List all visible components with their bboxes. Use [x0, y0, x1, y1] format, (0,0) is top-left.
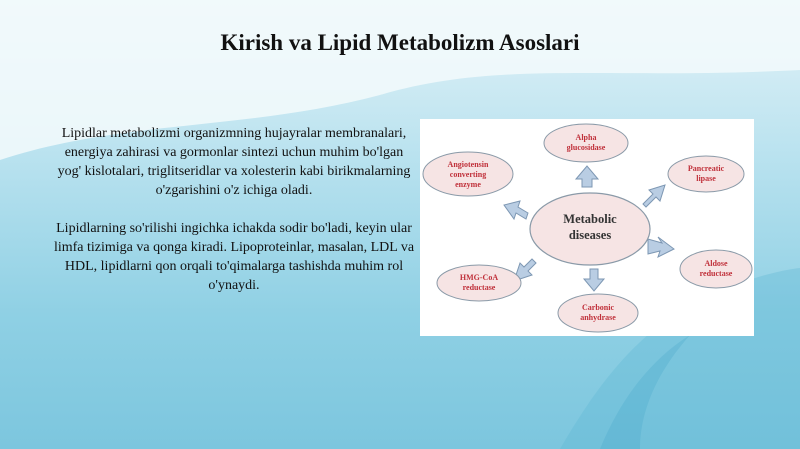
svg-text:anhydrase: anhydrase	[580, 313, 616, 322]
svg-text:reductase: reductase	[699, 269, 733, 278]
node-aldose-reductase	[680, 250, 752, 288]
center-label-line1: Metabolic	[563, 212, 617, 226]
arrow-up	[576, 166, 598, 187]
center-label-line2: diseases	[568, 228, 612, 242]
svg-text:Aldose: Aldose	[704, 259, 728, 268]
svg-text:Alpha: Alpha	[575, 133, 597, 142]
arrow-up-right	[643, 185, 665, 207]
svg-text:enzyme: enzyme	[455, 180, 481, 189]
metabolic-diseases-diagram	[420, 119, 754, 336]
paragraph-2: Lipidlarning so'rilishi ingichka ichakda sodir bo'ladi, keyin ular limfa tizimiga va qonga kiradi. Lipoproteinlar, masalan, LDL va HDL, lipidlarni qon orqali to'qimalarga tashishda muhim rol o'ynaydi.	[53, 221, 415, 293]
body-text	[52, 124, 416, 314]
svg-text:Carbonic: Carbonic	[582, 303, 614, 312]
arrow-right	[648, 237, 674, 257]
svg-text:lipase: lipase	[696, 174, 716, 183]
slide-title: Kirish va Lipid Metabolizm Asoslari	[220, 30, 580, 55]
arrow-left	[504, 201, 528, 219]
svg-text:Pancreatic: Pancreatic	[687, 164, 725, 173]
arrow-down	[584, 269, 604, 291]
center-node	[530, 193, 650, 265]
svg-text:converting: converting	[449, 170, 487, 179]
svg-text:HMG-CoA: HMG-CoA	[459, 273, 499, 282]
svg-text:glucosidase: glucosidase	[566, 143, 606, 152]
svg-text:Angiotensin: Angiotensin	[447, 160, 489, 169]
node-pancreatic-lipase	[668, 156, 744, 192]
node-alpha-glucosidase	[544, 124, 628, 162]
node-hmg-coa-reductase	[437, 265, 521, 301]
node-carbonic-anhydrase	[558, 294, 638, 332]
node-angiotensin-converting-enzyme	[423, 152, 513, 196]
svg-text:reductase: reductase	[462, 283, 496, 292]
paragraph-1: Lipidlar metabolizmi organizmning hujayralar membranalari, energiya zahirasi va gormonlar sintezi uchun muhim bo'lgan yog' kislotalari, triglitseridlar va xolesterin kabi birikmalarning o'zgarishini o'z ichiga oladi.	[57, 126, 411, 198]
